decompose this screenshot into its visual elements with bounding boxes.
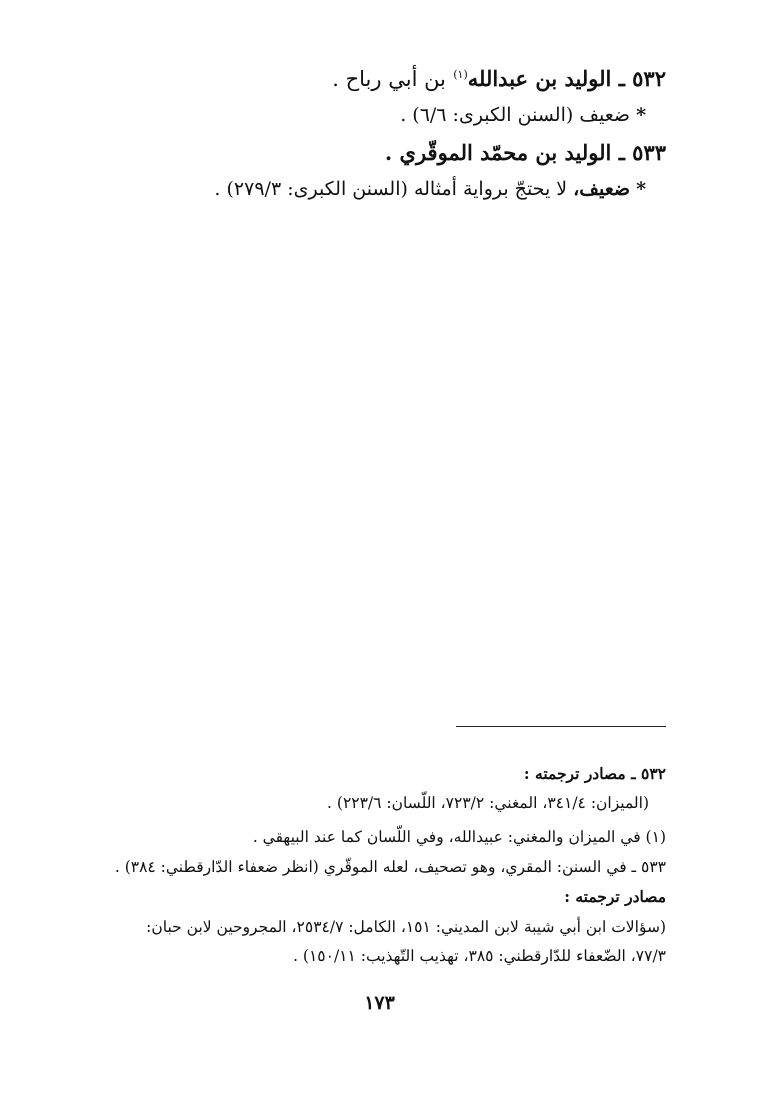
footnote-ref-1: (١) [453, 68, 468, 81]
entry-533-title [385, 140, 666, 165]
footnote-separator [456, 726, 666, 727]
entry-533-number: ٥٣٣ ـ [618, 140, 666, 165]
page-number: ١٧٣ [364, 992, 395, 1014]
ruling-star-icon: * [636, 178, 646, 200]
entry-532-title [332, 66, 666, 91]
entry-532-name-rest: بن أبي رباح . [332, 67, 446, 91]
entry-533-ruling [214, 178, 646, 200]
entry-532-name: الوليد بن عبدالله [467, 66, 612, 91]
entry-532-ruling-source: (السنن الكبرى: ٦/٦) . [400, 104, 574, 126]
footnote-1: (١) في الميزان والمغني: عبيدالله، وفي اللّسان كما عند البيهقي . [252, 828, 666, 846]
entry-532-number: ٥٣٢ ـ [618, 66, 666, 91]
footnote-533-heading: مصادر ترجمته : [564, 887, 666, 906]
ruling-star-icon: * [636, 104, 646, 126]
entry-532-ruling [400, 104, 646, 126]
entry-533-ruling-word: ضعيف، [573, 178, 631, 200]
footnote-533-note: ٥٣٣ ـ في السنن: المقري، وهو تصحيف، لعله الموقّري (انظر ضعفاء الدّارقطني: ٣٨٤) . [114, 858, 666, 876]
entry-532-ruling-word: ضعيف [579, 104, 631, 126]
footnote-533-sources: (سؤالات ابن أبي شيبة لابن المديني: ١٥١، الكامل: ٢٥٣٤/٧، المجروحين لابن حبان: ٧٧/٣، الضّعفاء للدّارقطني: ٣٨٥، تهذيب التّهذيب: ١٥٠/١١) . [146, 918, 666, 965]
footnote-532-heading: ٥٣٢ ـ مصادر ترجمته : [523, 764, 666, 783]
entry-533-ruling-source: لا يحتجّ برواية أمثاله (السنن الكبرى: ٢٧٩/٣) . [214, 178, 568, 200]
footnote-532-sources: (الميزان: ٣٤١/٤، المغني: ٧٢٣/٢، اللّسان: ٢٢٣/٦) . [327, 794, 649, 812]
entry-533-name: الوليد بن محمّد الموقّري . [384, 140, 612, 165]
